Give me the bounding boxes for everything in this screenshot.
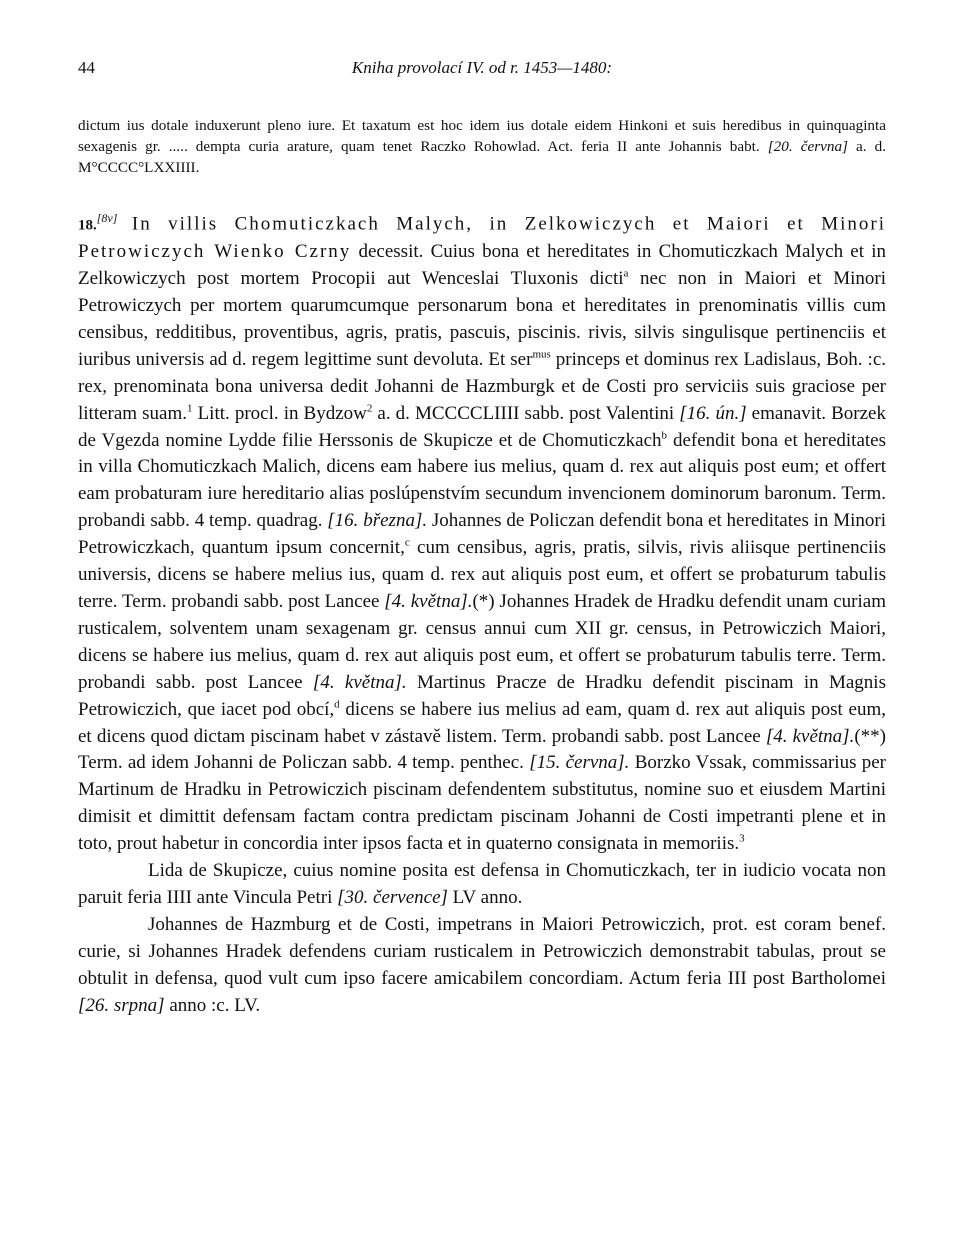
footnote-marker: 2 (366, 402, 373, 415)
text-run: anno :c. LV. (164, 994, 261, 1016)
text-run: a. d. MCCCCLIIII sabb. post Valentini (372, 402, 680, 424)
preamble-date-note: [20. června] (767, 138, 848, 155)
text-run: Litt. procl. in Bydzow (192, 402, 367, 424)
running-title: Kniha provolací IV. od r. 1453—1480: (351, 58, 613, 77)
entry-paragraph-lida (78, 858, 886, 912)
footnote-marker: 1 (187, 402, 193, 415)
date-note: [16. března]. (327, 510, 428, 532)
entry-paragraph-main (78, 205, 886, 858)
date-note: [30. července] (337, 886, 448, 908)
date-note: [15. června]. (529, 752, 630, 774)
folio-marker: [8v] (96, 211, 118, 225)
preamble-paragraph (78, 115, 886, 178)
text-run: decessit. Cuius bona et hereditates in Chomuticzkach Malych et in Zelkowiczych post mortem Procopii aut Wenceslai Tluxonis dicti (78, 241, 886, 290)
text-run: Johannes de Policzan defendit bona et hereditates in Minori Petrowiczkach, quantum ipsum concernit, (78, 510, 886, 559)
page-header (78, 58, 886, 84)
text-run: (*) Johannes Hradek de Hradku defendit unam curiam rusticalem, solventem unam sexagenam gr. census annui cum XII gr. census, in Petrowiczich Maiori, dicens se habere ius melius, quam d. rex aut aliquis post eum, et offert se probaturum tabulis terre. Term. probandi sabb. post Lancee (78, 591, 887, 693)
text-run: LV anno. (447, 886, 523, 908)
date-note: [4. května]. (312, 671, 407, 693)
page-number: 44 (78, 58, 95, 77)
text-run: (**) Term. ad idem Johanni de Policzan sabb. 4 temp. penthec. (78, 725, 886, 774)
text-run: defendit bona et hereditates in villa Chomuticzkach Malich, dicens eam habere ius melius, quam d. rex aut aliquis post eum; et offert eam probaturam iure hereditario alias poslúpenstvím secundum invencionem dominorum baronum. Term. probandi sabb. 4 temp. quadrag. (78, 429, 886, 532)
date-note: [26. srpna] (78, 994, 165, 1016)
preamble-text: dictum ius dotale induxerunt pleno iure. Et taxatum est hoc idem ius dotale eidem Hinkoni et suis heredibus in quinquaginta sexagenis gr. ..... dempta curia arature, quam tenet Raczko Rohowlad. Act. feria II ante Johannis babt. (78, 117, 886, 155)
text-run: Martinus Pracze de Hradku defendit piscinam in Magnis Petrowiczich, que iacet pod obcí, (78, 671, 886, 720)
date-note: [4. května]. (384, 591, 473, 613)
text-run: Johannes de Hazmburg et de Costi, impetrans in Maiori Petrowiczich, prot. est coram benef. curie, si Johannes Hradek defendens curiam rusticalem in Petrowiczich demonstrabit tabulas, prout se obtulit in defensa, quod vult cum ipso facere amicabilem concordiam. Actum feria III post Bartholomei (78, 913, 886, 989)
date-note: [16. ún.] (679, 402, 747, 424)
footnote-marker: d (334, 698, 340, 711)
footnote-marker: b (661, 429, 668, 442)
text-run: Borzko Vssak, commissarius per Martinum de Hradku in Petrowiczich piscinam defendentem substitutus, nomine suo et eiusdem Martini dimisit et dimittit defensam factam contra predictam piscinam Johanni de Costi impetranti plene et in toto, prout habetur in concordia inter ipsos facta et in quaterno consignata in memoriis. (78, 752, 886, 855)
footnote-marker: a (623, 267, 629, 280)
footnote-marker: 3 (739, 832, 745, 845)
abbreviation-superscript: mus (532, 348, 551, 361)
text-run: cum censibus, agris, pratis, silvis, rivis aliisque pertinenciis universis, dicens se habere melius ius, quam d. rex aut aliquis post eum, et offert se probaturum tabulis terre. Term. probandi sabb. post Lancee (78, 537, 886, 613)
entry-heading: In villis Chomuticzkach Malych, in Zelkowiczych et Maiori et Minori Petrowiczych Wienko Czrny (78, 213, 887, 263)
footnote-marker: c (404, 536, 410, 549)
text-run: dicens se habere ius melius ad eam, quam d. rex aut aliquis post eum, et dicens quod dictam piscinam habet v zástavě listem. Term. probandi sabb. post Lancee (78, 698, 887, 747)
date-note: [4. května]. (765, 725, 855, 747)
text-run: princeps et dominus rex Ladislaus, Boh. :c. rex, prenominata bona universa dedit Johanni de Hazmburgk et de Costi pro serviciis suis graciose per litteram suam. (78, 348, 886, 424)
entry-18 (78, 205, 886, 1020)
text-run: Lida de Skupicze, cuius nomine posita est defensa in Chomuticzkach, ter in iudicio vocata non paruit feria IIII ante Vincula Petri (78, 860, 886, 908)
entry-number: 18. (78, 217, 97, 234)
entry-paragraph-johannes (78, 912, 886, 1020)
text-run: emanavit. Borzek de Vgezda nomine Lydde filie Herssonis de Skupicze et de Chomuticzkach (78, 402, 886, 451)
preamble-tail: a. d. M°CCCC°LXXIIII. (78, 138, 886, 176)
text-run: nec non in Maiori et Minori Petrowiczych per mortem quarumcumque personarum bona et hereditates in prenominatis villis cum censibus, redditibus, proventibus, agris, pratis, pascuis, piscinis. rivis, silvis singulisque pertinenciis et iuribus universis ad d. regem legittime sunt devoluta. Et ser (78, 268, 886, 370)
